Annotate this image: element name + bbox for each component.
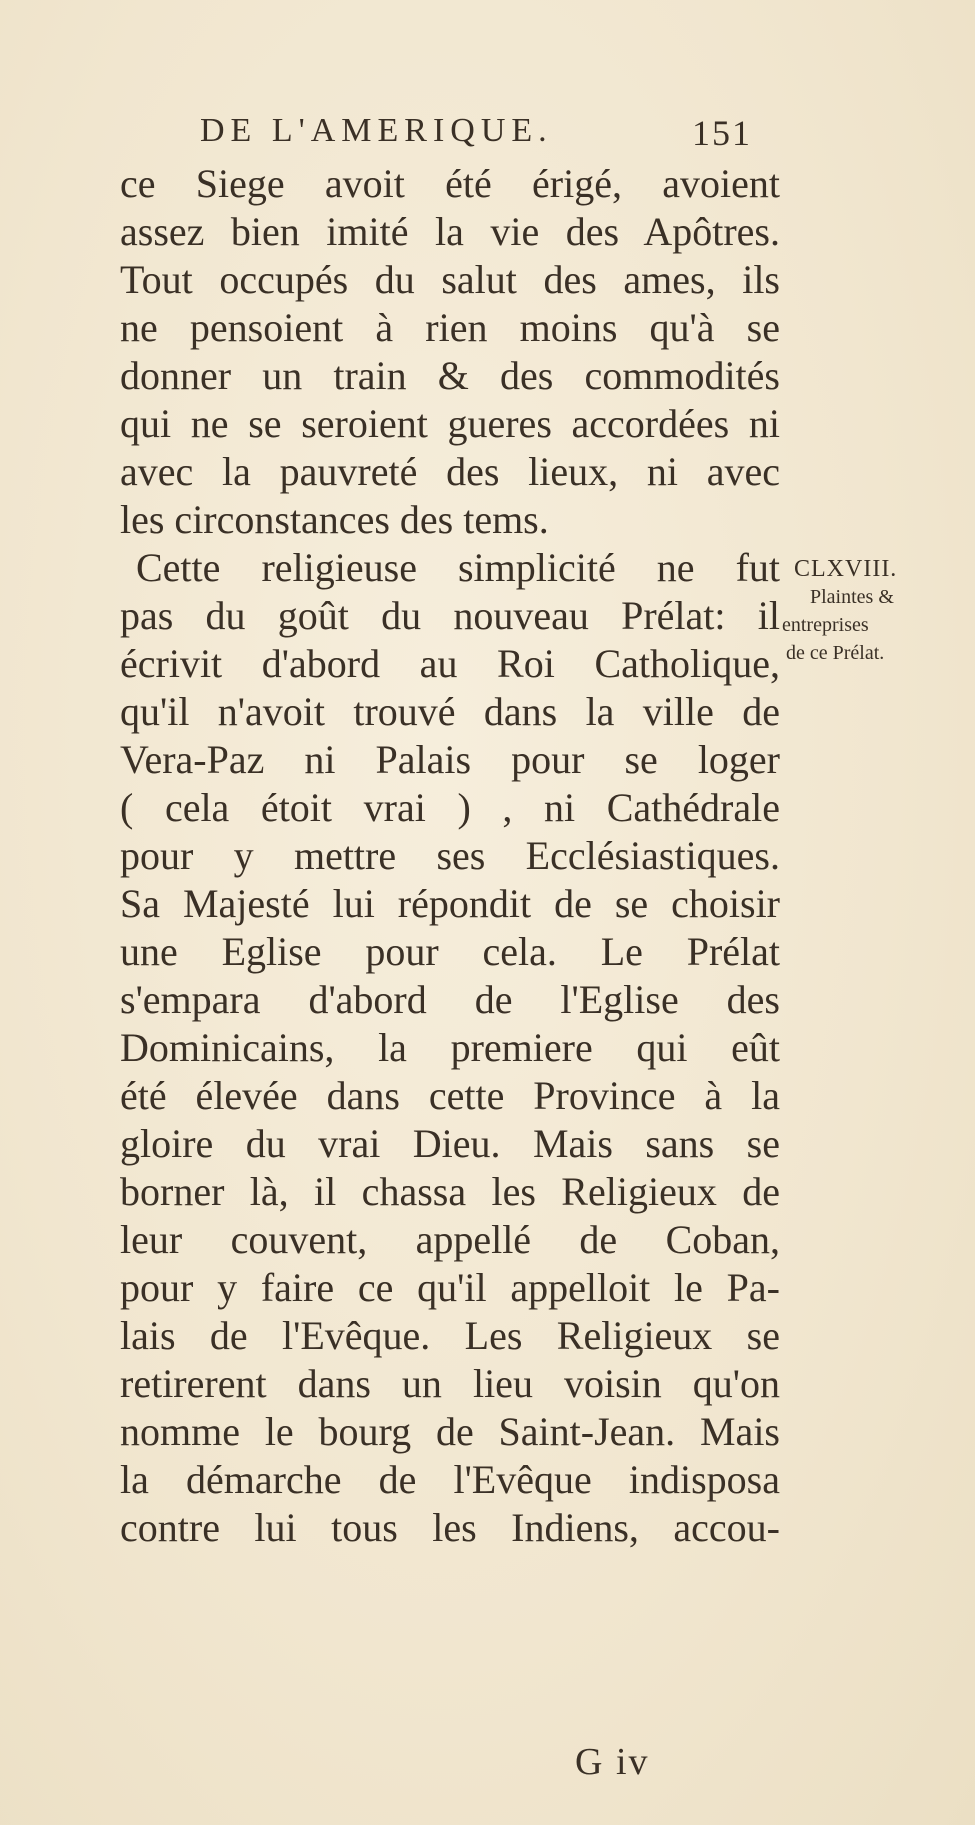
text-line: les circonstances des tems. bbox=[120, 497, 549, 542]
text-line: donner un train & des commodités bbox=[120, 353, 780, 398]
text-line: Vera-Paz ni Palais pour se loger bbox=[120, 737, 780, 782]
text-line: leur couvent, appellé de Coban, bbox=[120, 1217, 780, 1262]
text-line: ne pensoient à rien moins qu'à se bbox=[120, 305, 780, 350]
text-line: lais de l'Evêque. Les Religieux se bbox=[120, 1313, 780, 1358]
text-line: été élevée dans cette Province à la bbox=[120, 1073, 780, 1118]
text-line: assez bien imité la vie des Apôtres. bbox=[120, 209, 780, 254]
text-line: s'empara d'abord de l'Eglise des bbox=[120, 977, 780, 1022]
page-number: 151 bbox=[692, 113, 752, 153]
text-line: pas du goût du nouveau Prélat: il bbox=[120, 593, 780, 638]
text-line: Sa Majesté lui répondit de se choisir bbox=[120, 881, 780, 926]
margin-note-line: Plaintes & bbox=[810, 586, 894, 608]
text-line: une Eglise pour cela. Le Prélat bbox=[120, 929, 780, 974]
text-line: gloire du vrai Dieu. Mais sans se bbox=[120, 1121, 780, 1166]
catchword: G iv bbox=[575, 1741, 650, 1783]
text-line: écrivit d'abord au Roi Catholique, bbox=[120, 641, 780, 686]
margin-note-number: CLXVIII. bbox=[794, 556, 898, 582]
margin-note-line: de ce Prélat. bbox=[786, 642, 885, 664]
text-line: Dominicains, la premiere qui eût bbox=[120, 1025, 780, 1070]
margin-note-line: entreprises bbox=[782, 614, 869, 636]
margin-note bbox=[782, 555, 972, 667]
text-line: borner là, il chassa les Religieux de bbox=[120, 1169, 780, 1214]
text-line: Tout occupés du salut des ames, ils bbox=[120, 257, 780, 302]
text-line: nomme le bourg de Saint-Jean. Mais bbox=[120, 1409, 780, 1454]
text-line: pour y faire ce qu'il appelloit le Pa- bbox=[120, 1265, 780, 1310]
text-line: la démarche de l'Evêque indisposa bbox=[120, 1457, 780, 1502]
text-line: qui ne se seroient gueres accordées ni bbox=[120, 401, 780, 446]
text-line: avec la pauvreté des lieux, ni avec bbox=[120, 449, 780, 494]
text-line: Cette religieuse simplicité ne fut bbox=[136, 545, 780, 590]
body-text bbox=[120, 160, 780, 1552]
text-line: contre lui tous les Indiens, accou- bbox=[120, 1505, 780, 1550]
text-line: qu'il n'avoit trouvé dans la ville de bbox=[120, 689, 780, 734]
text-line: ce Siege avoit été érigé, avoient bbox=[120, 161, 780, 206]
running-head bbox=[0, 112, 975, 162]
text-line: ( cela étoit vrai ) , ni Cathédrale bbox=[120, 785, 780, 830]
text-line: pour y mettre ses Ecclésiastiques. bbox=[120, 833, 780, 878]
text-line: retirerent dans un lieu voisin qu'on bbox=[120, 1361, 780, 1406]
running-title: DE L'AMERIQUE. bbox=[200, 112, 553, 149]
